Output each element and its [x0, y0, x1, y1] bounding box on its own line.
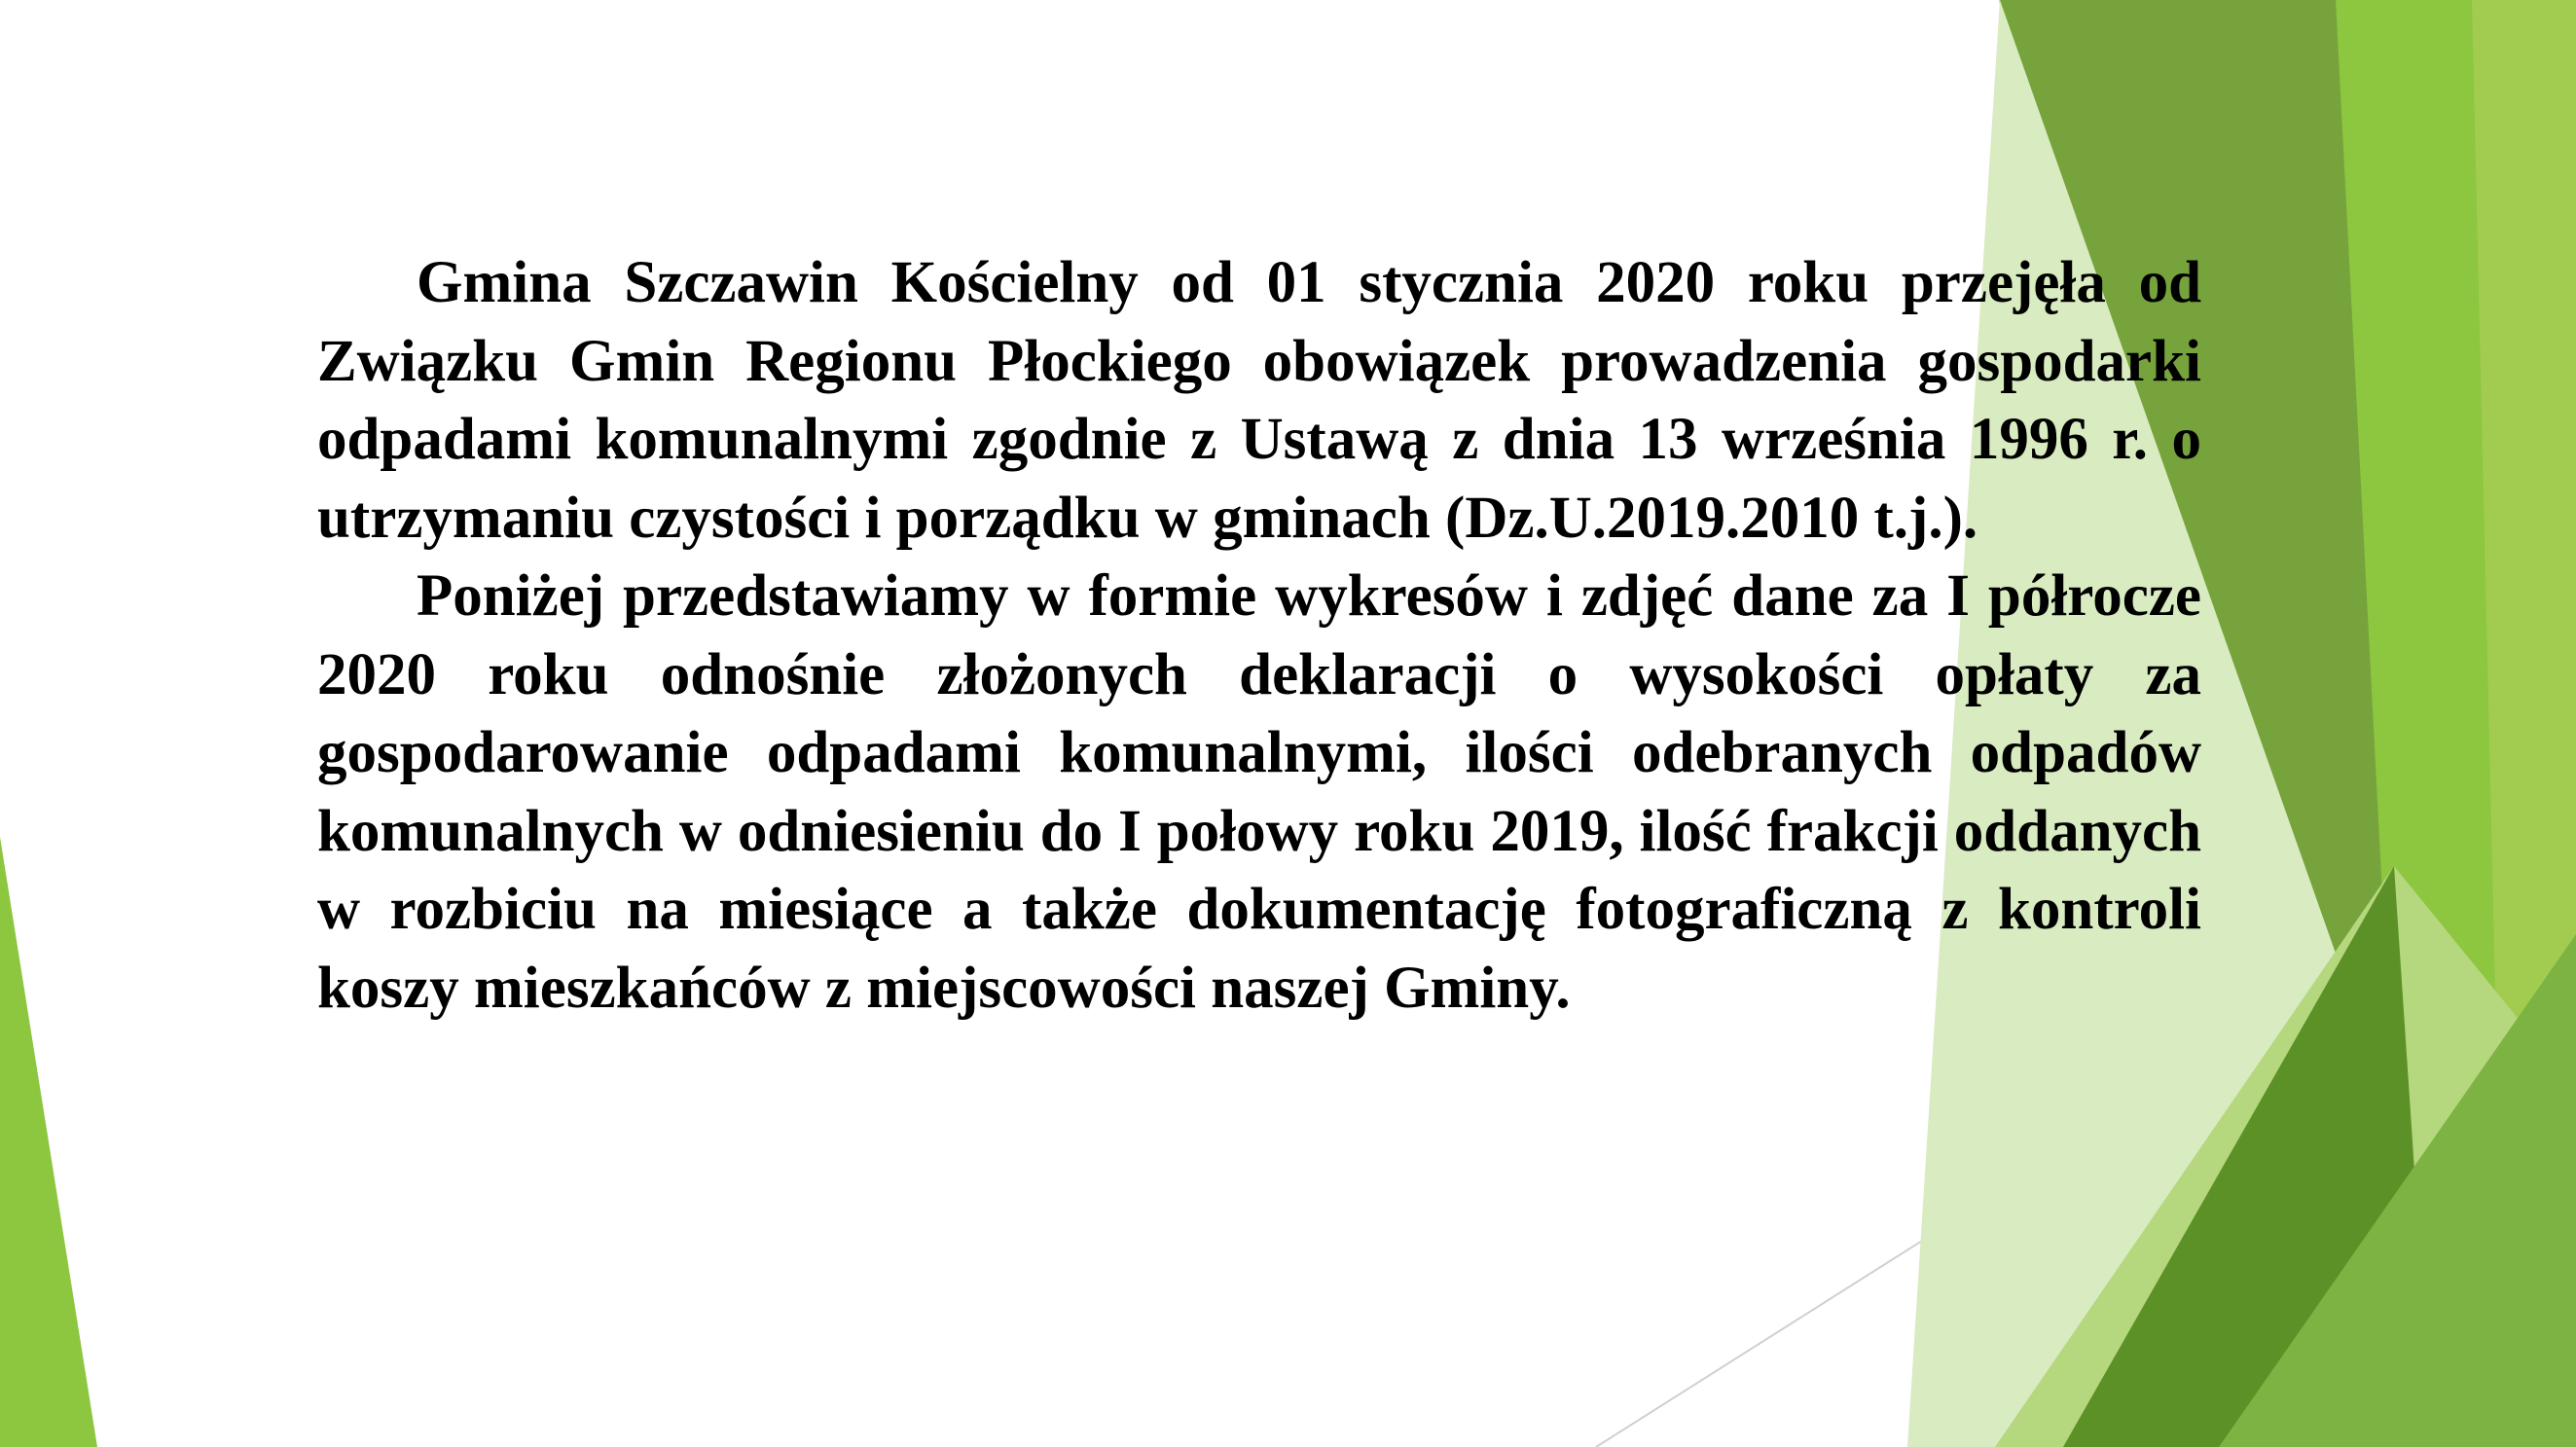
- paragraph-1: Gmina Szczawin Kościelny od 01 stycznia 2020 roku przejęła od Związku Gmin Regionu Płockiego obowiązek prowadzenia gospodarki odpadami komunalnymi zgodnie z Ustawą z dnia 13 września 1996 r. o utrzymaniu czystości i porządku w gminach (Dz.U.2019.2010 t.j.).: [317, 250, 2201, 551]
- body-text: [317, 244, 2201, 1028]
- paragraph-2: Poniżej przedstawiamy w formie wykresów i zdjęć dane za I półrocze 2020 roku odnośnie złożonych deklaracji o wysokości opłaty za gospodarowanie odpadami komunalnymi, ilości odebranych odpadów komunalnych w odniesieniu do I połowy roku 2019, ilość frakcji oddanych w rozbiciu na miesiące a także dokumentację fotograficzną z kontroli koszy mieszkańców z miejscowości naszej Gminy.: [317, 563, 2201, 1021]
- left-green-sliver: [0, 837, 97, 1447]
